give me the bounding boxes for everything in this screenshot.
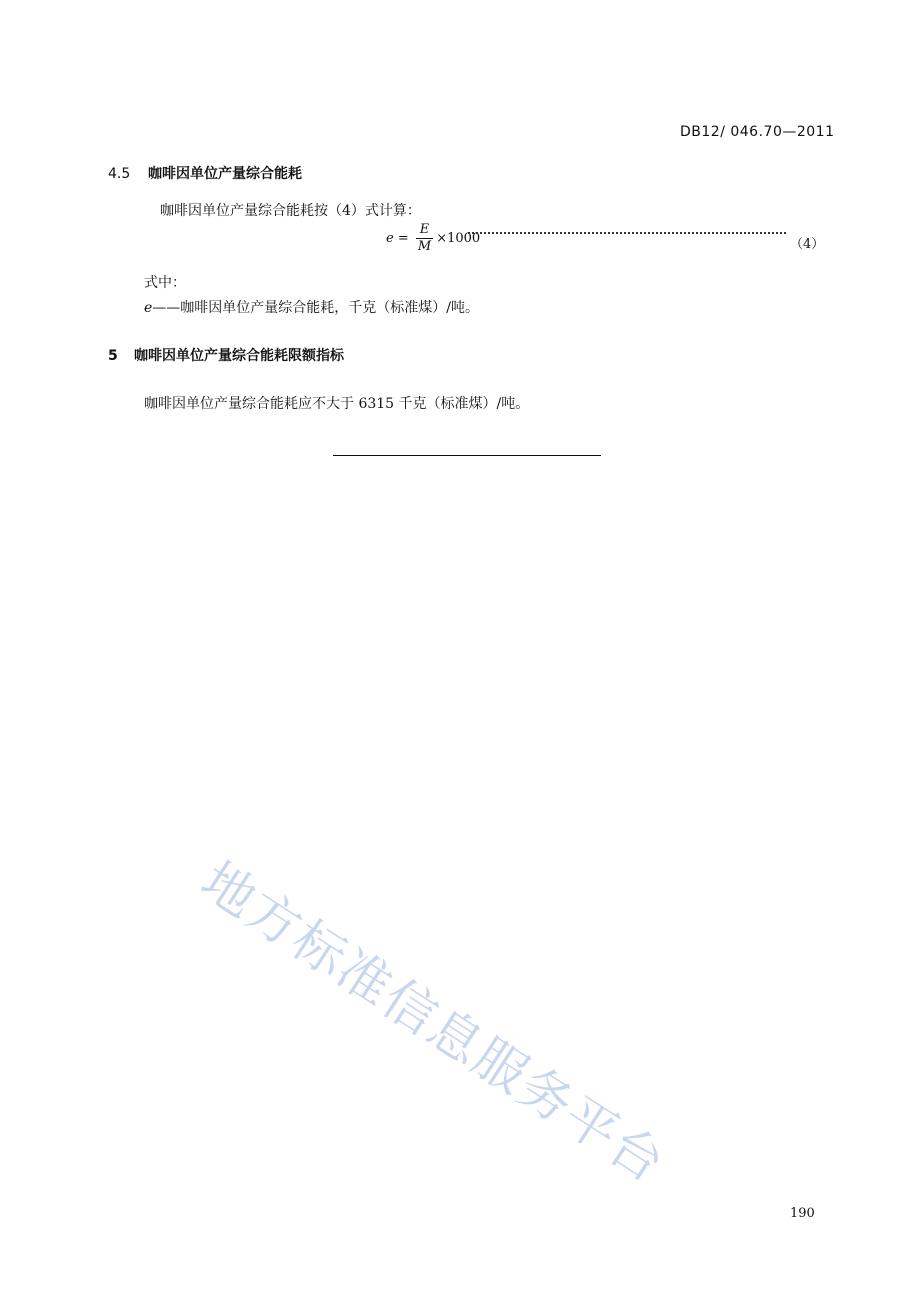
- section-number: 4.5: [108, 166, 131, 182]
- document-number: DB12/ 046.70—2011: [680, 124, 835, 140]
- section-heading-5: [108, 345, 344, 365]
- section-5-body: 咖啡因单位产量综合能耗应不大于 6315 千克（标准煤）/吨。: [144, 396, 530, 412]
- variable-definition: [144, 297, 479, 317]
- section-title: 咖啡因单位产量综合能耗限额指标: [134, 348, 344, 364]
- where-label: 式中：: [144, 275, 186, 291]
- equation-number: （4）: [790, 237, 825, 252]
- formula-lhs: e: [386, 231, 394, 246]
- formula-fraction: [416, 222, 433, 255]
- formula-numerator: E: [419, 222, 430, 237]
- dot-leader: [468, 232, 786, 234]
- section-number: 5: [108, 348, 118, 364]
- formula-equals: =: [393, 231, 413, 246]
- formula: [386, 222, 480, 255]
- formula-factor: ×1000: [436, 231, 481, 246]
- watermark: 地方标准信息服务平台: [190, 850, 676, 1196]
- formula-intro: 咖啡因单位产量综合能耗按（4）式计算：: [160, 203, 421, 219]
- page-number: 190: [790, 1206, 815, 1221]
- section-title: 咖啡因单位产量综合能耗: [148, 166, 302, 182]
- end-rule: [333, 455, 601, 456]
- section-heading-4-5: [108, 163, 302, 183]
- variable-description: ——咖啡因单位产量综合能耗，千克（标准煤）/吨。: [152, 300, 480, 316]
- variable-symbol: e: [144, 300, 153, 316]
- formula-denominator: M: [417, 239, 432, 254]
